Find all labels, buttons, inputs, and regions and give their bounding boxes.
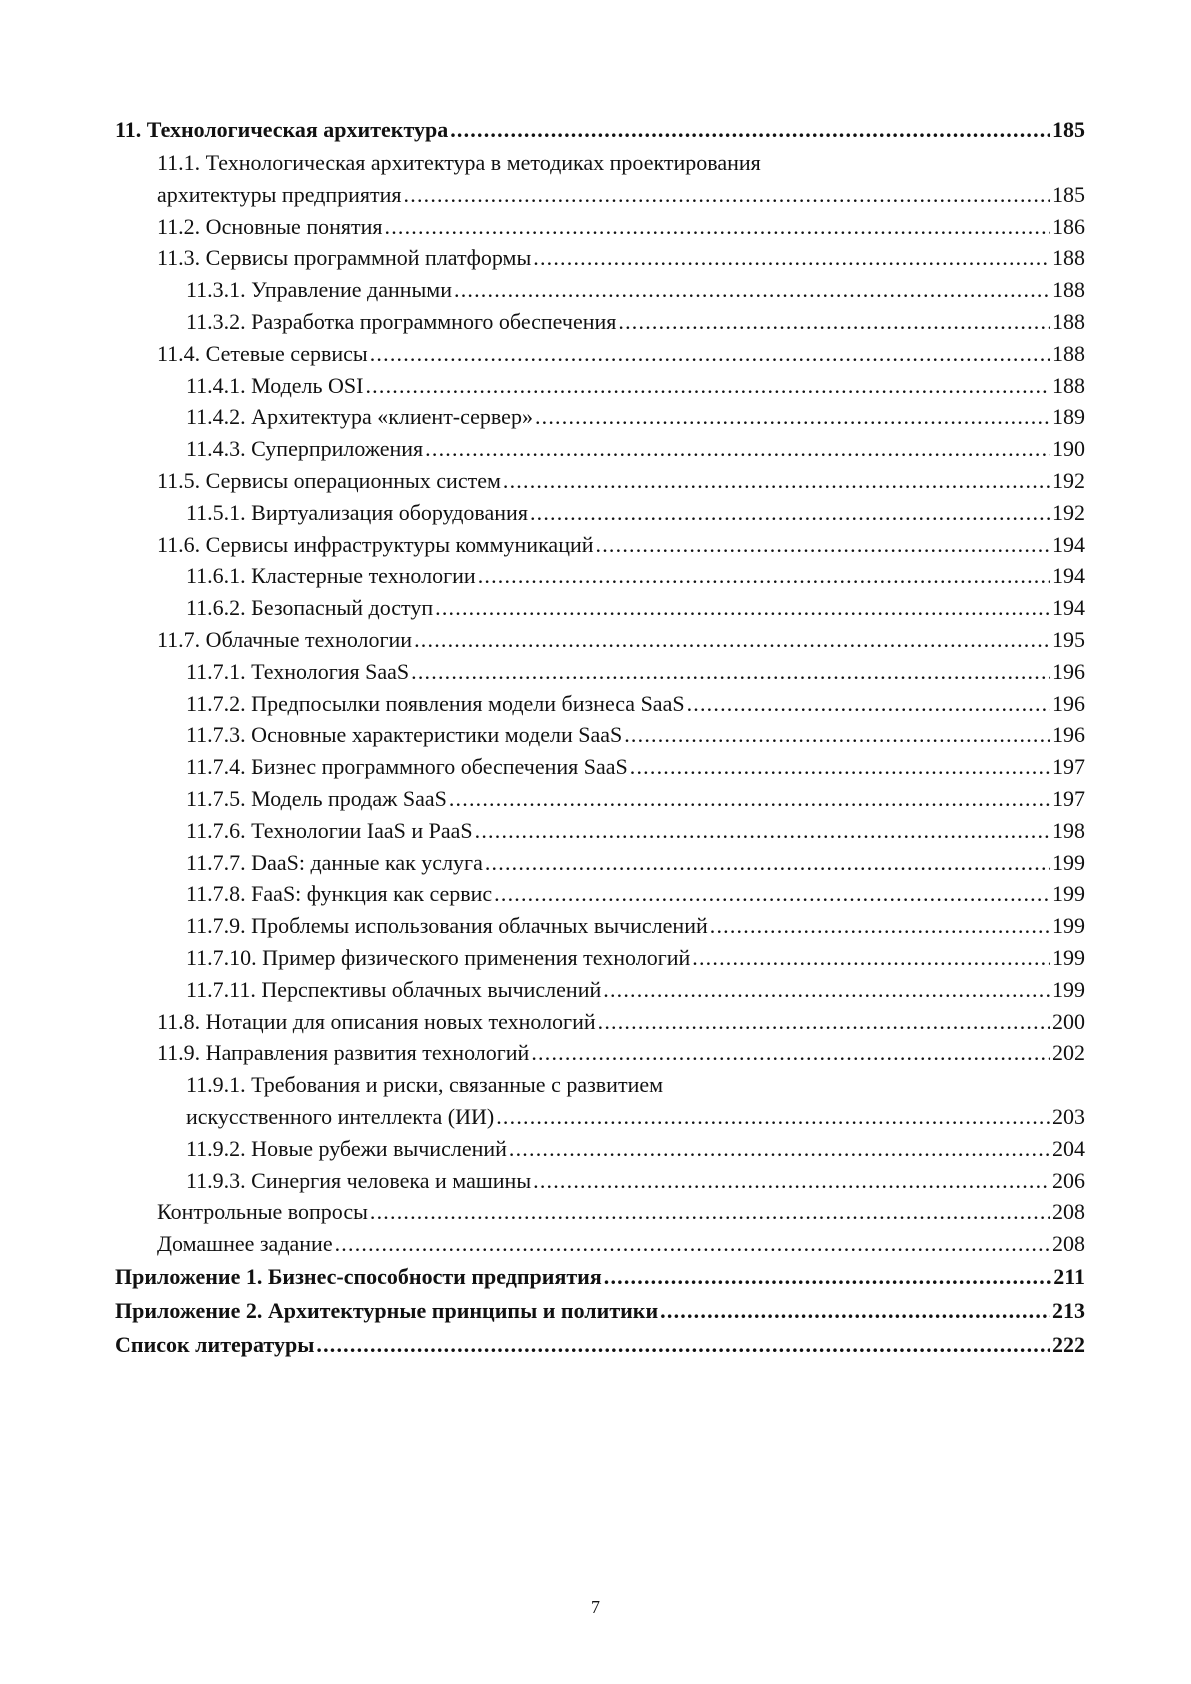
toc-entry-title: Домашнее задание <box>157 1231 333 1257</box>
toc-entry-11-9-1[interactable] <box>115 1069 1085 1133</box>
toc-entry-title-line1: 11.9.1. Требования и риски, связанные с развитием <box>186 1072 664 1098</box>
toc-entry-title: 11.7.3. Основные характеристики модели SaaS <box>186 722 623 748</box>
toc-entry-page: 196 <box>1052 658 1085 684</box>
toc-entry-11-9-2[interactable] <box>115 1133 1085 1165</box>
toc-entry-11-9[interactable] <box>115 1037 1085 1069</box>
toc-entry-title: 11.7.4. Бизнес программного обеспечения SaaS <box>186 754 628 780</box>
toc-entry-11-7-9[interactable] <box>115 910 1085 942</box>
toc-entry-title: 11.6.2. Безопасный доступ <box>186 595 434 621</box>
toc-entry-11-1[interactable] <box>115 147 1085 211</box>
toc-entry-11-7[interactable] <box>115 624 1085 656</box>
toc-leader-dots <box>533 1165 1050 1197</box>
toc-entry-page: 199 <box>1052 944 1085 970</box>
toc-leader-dots <box>485 847 1050 879</box>
toc-entry-page: 213 <box>1052 1297 1085 1323</box>
toc-entry-page: 208 <box>1052 1199 1085 1225</box>
toc-entry-title: 11.7.1. Технология SaaS <box>186 658 410 684</box>
toc-entry-page: 211 <box>1053 1263 1085 1289</box>
toc-leader-dots <box>370 338 1050 370</box>
toc-entry-page: 200 <box>1052 1008 1085 1034</box>
toc-entry-page: 194 <box>1052 563 1085 589</box>
toc-entry-11-9-3[interactable] <box>115 1165 1085 1197</box>
toc-leader-dots <box>365 370 1050 402</box>
toc-entry-page: 188 <box>1052 340 1085 366</box>
toc-entry-page: 188 <box>1052 372 1085 398</box>
toc-entry-page: 186 <box>1052 213 1085 239</box>
toc-leader-dots <box>531 1037 1050 1069</box>
toc-entry-title: 11.9.3. Синергия человека и машины <box>186 1167 532 1193</box>
toc-entry-11-7-7[interactable] <box>115 847 1085 879</box>
toc-leader-dots <box>475 815 1050 847</box>
toc-entry-11-3-2[interactable] <box>115 306 1085 338</box>
toc-entry-title-line2: искусственного интеллекта (ИИ) <box>186 1103 495 1129</box>
toc-entry-page: 198 <box>1052 817 1085 843</box>
toc-entry-appendix-2[interactable] <box>115 1294 1085 1328</box>
toc-leader-dots <box>454 274 1050 306</box>
toc-entry-page: 192 <box>1052 467 1085 493</box>
toc-entry-title: 11.7.5. Модель продаж SaaS <box>186 785 447 811</box>
toc-entry-title-line1: 11.1. Технологическая архитектура в методиках проектирования <box>157 150 761 175</box>
toc-entry-page: 185 <box>1052 181 1085 207</box>
toc-entry-page: 203 <box>1052 1103 1085 1129</box>
toc-leader-dots <box>603 974 1050 1006</box>
toc-leader-dots <box>335 1228 1050 1260</box>
toc-entry-11-6[interactable] <box>115 529 1085 561</box>
toc-entry-page: 194 <box>1052 531 1085 557</box>
toc-leader-dots <box>660 1294 1050 1328</box>
toc-entry-11-3-1[interactable] <box>115 274 1085 306</box>
toc-entry-page: 189 <box>1052 404 1085 430</box>
toc-entry-11-4-3[interactable] <box>115 433 1085 465</box>
toc-leader-dots <box>385 211 1051 243</box>
toc-leader-dots <box>604 1260 1051 1294</box>
toc-entry-title: 11.5.1. Виртуализация оборудования <box>186 499 528 525</box>
toc-entry-title: 11.7.9. Проблемы использования облачных вычислений <box>186 913 708 939</box>
toc-leader-dots <box>533 242 1050 274</box>
toc-entry-page: 196 <box>1052 690 1085 716</box>
toc-entry-title: 11.4.2. Архитектура «клиент-сервер» <box>186 404 533 430</box>
toc-leader-dots <box>435 592 1050 624</box>
toc-entry-11-2[interactable] <box>115 211 1085 243</box>
toc-entry-page: 185 <box>1052 117 1085 142</box>
toc-entry-title: 11.7.2. Предпосылки появления модели бизнеса SaaS <box>186 690 685 716</box>
toc-entry-page: 192 <box>1052 499 1085 525</box>
toc-entry-11-4-1[interactable] <box>115 370 1085 402</box>
toc-leader-dots <box>414 624 1050 656</box>
toc-entry-11-6-1[interactable] <box>115 560 1085 592</box>
toc-entry-page: 204 <box>1052 1135 1085 1161</box>
toc-entry-11-8[interactable] <box>115 1006 1085 1038</box>
toc-leader-dots <box>494 878 1050 910</box>
toc-leader-dots <box>425 433 1050 465</box>
toc-entry-11-7-3[interactable] <box>115 719 1085 751</box>
toc-leader-dots <box>530 497 1050 529</box>
toc-entry-page: 188 <box>1052 308 1085 334</box>
toc-leader-dots <box>449 783 1050 815</box>
toc-leader-dots <box>509 1133 1050 1165</box>
toc-entry-11-7-6[interactable] <box>115 815 1085 847</box>
page-number: 7 <box>591 1597 600 1617</box>
toc-entry-11-7-1[interactable] <box>115 656 1085 688</box>
toc-entry-page: 197 <box>1052 785 1085 811</box>
toc-leader-dots <box>535 401 1050 433</box>
toc-leader-dots <box>496 1101 1050 1133</box>
toc-leader-dots <box>598 1006 1050 1038</box>
toc-entry-11-5[interactable] <box>115 465 1085 497</box>
toc-entry-title: 11.7. Облачные технологии <box>157 626 413 652</box>
toc-entry-page: 196 <box>1052 722 1085 748</box>
toc-entry-page: 208 <box>1052 1231 1085 1257</box>
toc-leader-dots <box>450 113 1050 147</box>
toc-entry-title: 11.2. Основные понятия <box>157 213 383 239</box>
toc-entry-title: 11.3.1. Управление данными <box>186 277 452 303</box>
toc-entry-title-line2: архитектуры предприятия <box>157 181 402 207</box>
toc-entry-title: Приложение 2. Архитектурные принципы и политики <box>115 1297 659 1323</box>
toc-entry-11-7-5[interactable] <box>115 783 1085 815</box>
toc-entry-title: 11.8. Нотации для описания новых технологий <box>157 1008 596 1034</box>
toc-entry-title: 11.7.11. Перспективы облачных вычислений <box>186 976 602 1002</box>
toc-entry-title: 11.9. Направления развития технологий <box>157 1040 530 1066</box>
toc-entry-page: 190 <box>1052 436 1085 462</box>
toc-entry-page: 195 <box>1052 626 1085 652</box>
toc-entry-title: 11.7.7. DaaS: данные как услуга <box>186 849 483 875</box>
toc-entry-references[interactable] <box>115 1328 1085 1362</box>
toc-entry-title: 11.7.8. FaaS: функция как сервис <box>186 881 493 907</box>
toc-leader-dots <box>692 942 1050 974</box>
toc-entry-title: Приложение 1. Бизнес-способности предприятия <box>115 1263 602 1289</box>
toc-leader-dots <box>411 656 1050 688</box>
toc-entry-11-7-10[interactable] <box>115 942 1085 974</box>
toc-entry-title: 11.7.10. Пример физического применения технологий <box>186 944 691 970</box>
toc-leader-dots <box>687 688 1050 720</box>
toc-leader-dots <box>478 560 1050 592</box>
toc-entry-page: 199 <box>1052 976 1085 1002</box>
toc-entry-11-6-2[interactable] <box>115 592 1085 624</box>
toc-entry-title: 11.4.3. Суперприложения <box>186 436 424 462</box>
toc-entry-title: 11.7.6. Технологии IaaS и PaaS <box>186 817 473 843</box>
toc-entry-title: 11. Технологическая архитектура <box>115 117 449 142</box>
toc-entry-title: 11.4.1. Модель OSI <box>186 372 364 398</box>
toc-entry-page: 199 <box>1052 849 1085 875</box>
toc-entry-title: 11.3. Сервисы программной платформы <box>157 245 532 271</box>
toc-entry-11-7-2[interactable] <box>115 688 1085 720</box>
toc-entry-page: 194 <box>1052 595 1085 621</box>
toc-entry-page: 222 <box>1052 1331 1085 1357</box>
toc-leader-dots <box>370 1196 1050 1228</box>
toc-leader-dots <box>624 719 1050 751</box>
toc-leader-dots <box>404 179 1050 211</box>
toc-entry-11-7-4[interactable] <box>115 751 1085 783</box>
toc-entry-page: 199 <box>1052 881 1085 907</box>
table-of-contents <box>115 113 1085 1362</box>
toc-entry-page: 202 <box>1052 1040 1085 1066</box>
toc-entry-title: Список литературы <box>115 1331 315 1357</box>
toc-entry-title: 11.6. Сервисы инфраструктуры коммуникаций <box>157 531 594 557</box>
toc-entry-chapter-11[interactable] <box>115 113 1085 147</box>
toc-entry-page: 188 <box>1052 277 1085 303</box>
toc-entry-11-5-1[interactable] <box>115 497 1085 529</box>
toc-leader-dots <box>316 1328 1050 1362</box>
toc-entry-page: 197 <box>1052 754 1085 780</box>
toc-entry-questions[interactable] <box>115 1196 1085 1228</box>
toc-entry-11-4[interactable] <box>115 338 1085 370</box>
toc-entry-title: 11.3.2. Разработка программного обеспечения <box>186 308 617 334</box>
toc-entry-11-7-8[interactable] <box>115 878 1085 910</box>
toc-entry-appendix-1[interactable] <box>115 1260 1085 1294</box>
toc-entry-title: Контрольные вопросы <box>157 1199 368 1225</box>
toc-leader-dots <box>618 306 1050 338</box>
toc-leader-dots <box>710 910 1050 942</box>
toc-leader-dots <box>503 465 1050 497</box>
toc-entry-homework[interactable] <box>115 1228 1085 1260</box>
toc-leader-dots <box>596 529 1050 561</box>
toc-entry-page: 188 <box>1052 245 1085 271</box>
toc-entry-title: 11.6.1. Кластерные технологии <box>186 563 476 589</box>
toc-leader-dots <box>630 751 1050 783</box>
toc-entry-11-4-2[interactable] <box>115 401 1085 433</box>
toc-entry-page: 206 <box>1052 1167 1085 1193</box>
toc-entry-page: 199 <box>1052 913 1085 939</box>
toc-entry-11-7-11[interactable] <box>115 974 1085 1006</box>
toc-entry-title: 11.9.2. Новые рубежи вычислений <box>186 1135 507 1161</box>
toc-entry-11-3[interactable] <box>115 242 1085 274</box>
toc-entry-title: 11.4. Сетевые сервисы <box>157 340 368 366</box>
toc-entry-title: 11.5. Сервисы операционных систем <box>157 467 501 493</box>
